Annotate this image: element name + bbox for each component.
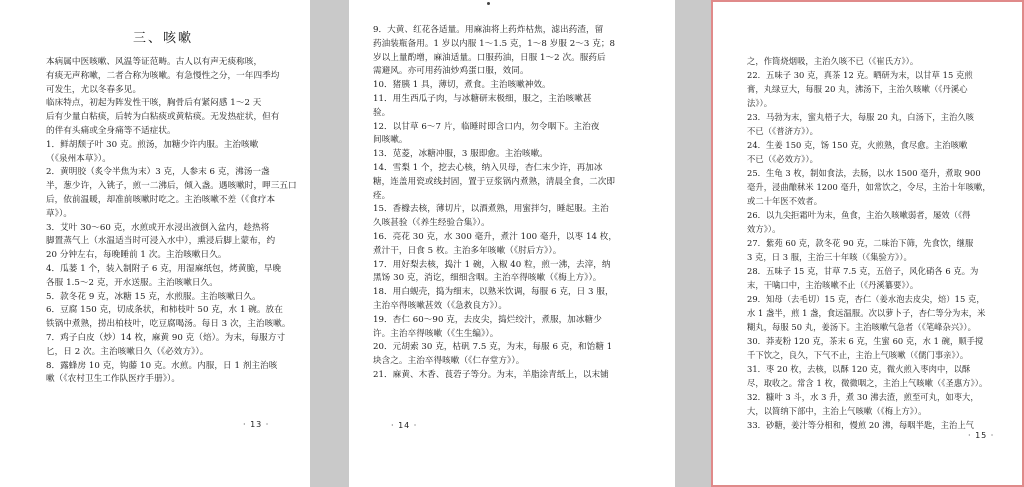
text-line: 脚置蒸气上（水温适当时可浸入水中），熏浸后脚上蒙布，约: [46, 236, 276, 247]
text-line: 法》）。: [747, 98, 773, 108]
text-line: 临床特点，初起为阵发性干咳，胸骨后有紧闷感 1～2 天: [46, 98, 262, 109]
text-line: 糊丸，每服 50 丸，姜汤下。主治咳嗽气急者（《笔峰杂兴》）。: [747, 322, 976, 332]
section-heading: 三、咳嗽: [132, 31, 193, 46]
text-line: 23．马勃为末，蜜丸梧子大，每服 20 丸，白汤下，主治久咳: [747, 112, 975, 122]
text-line: 草》）。: [46, 208, 72, 219]
page-15[interactable]: [711, 0, 1024, 487]
text-line: 29．知母（去毛切）15 克，杏仁（姜水泡去皮尖，焙）15 克，: [747, 294, 985, 304]
text-line: 6．豆腐 150 克，切成条状，和柿枝叶 50 克，水 1 碗。放在: [46, 305, 283, 316]
text-line: 18．用白蚬壳，捣为细末，以熟米饮调，每服 6 克，日 3 服，: [373, 287, 614, 298]
text-line: 膏，丸绿豆大，每服 20 丸，沸汤下，主治久咳嗽（《丹溪心: [747, 84, 968, 94]
text-line: 千下饮之，良久，下气不止，主治上气咳嗽（《儒门事亲》）。: [747, 350, 969, 360]
page-text: [747, 54, 1008, 432]
text-line: 16．亮花 30 克，水 300 毫升，煮汁 100 毫升，以枣 14 枚，: [373, 231, 618, 242]
text-line: 各服 1.5～2 克，开水送服。主治咳嗽日久。: [46, 277, 218, 288]
text-line: 间咳嗽。: [373, 135, 408, 146]
text-line: 4．瓜蒌 1 个，装入制附子 6 克，用湿麻纸包，烤黄脆，早晚: [46, 263, 282, 274]
text-line: 大，以简纳下部中，主治上气咳嗽（《梅上方》）。: [747, 406, 927, 416]
page-number: · 13 ·: [243, 420, 270, 429]
page-content: [713, 2, 1022, 485]
text-line: 26．以九尖拒霜叶为末，鱼食，主治久咳嗽弱者，屡效（《得: [747, 210, 971, 220]
page-gap: [310, 0, 349, 487]
text-line: 需避风。亦可用药油炒鸡蛋口服，效同。: [373, 66, 529, 77]
text-line: 本病属中医咳嗽、风温等证范畴。古人以有声无痰称咳，: [46, 57, 263, 67]
text-line: 不已（《普济方》）。: [747, 126, 819, 136]
text-line: 可发生，尤以冬春多见。: [46, 84, 142, 95]
text-line: 20 分钟左右，每晚睡前 1 次。主治咳嗽日久。: [46, 250, 227, 261]
text-line: 毫升，浸曲酿秫米 1200 毫升，如常饮之，令尽，主治十年咳嗽，: [747, 182, 991, 192]
text-line: 糖，连盖用瓷或线封固，置于豆浆锅内煮熟，清晨全食，二次即: [373, 176, 616, 187]
text-line: 1．鲜胡颓子叶 30 克。煎汤，加糖少许内服。主治咳嗽: [46, 139, 259, 150]
page-content: [0, 0, 310, 487]
text-line: 主治卒得咳嗽甚效（《急救良方》）。: [373, 300, 508, 311]
text-line: 21．麻黄、木香、莨菪子等分。为末，羊脂涂青纸上，以末铺: [373, 369, 609, 380]
text-line: 的伴有头痛或全身痛等不适症状。: [46, 125, 176, 136]
page-text: [373, 24, 651, 383]
text-line: 尽，取收之。常含 1 枚，微微咽之，主治上气咳嗽（《圣惠方》）。: [747, 378, 988, 388]
page-gap: [675, 0, 711, 487]
text-line: 岁以上量酌增，麻油适量。口服药油，日服 1～2 次。服药后: [373, 52, 606, 63]
text-line: 11．用生西瓜子肉，与冰糖研末极细，服之，主治咳嗽甚: [373, 93, 592, 104]
text-line: 22．五味子 30 克，真茶 12 克。晒研为末，以甘草 15 克煎: [747, 70, 973, 80]
text-line: 24．生姜 150 克，饧 150 克，火煎熟，食尽愈。主治咳嗽: [747, 140, 968, 150]
text-line: 33．砂糖，姜汁等分相和，慢煎 20 沸，每咽半匙，主治上气: [747, 420, 975, 430]
page-text: [46, 56, 300, 387]
text-line: 28．五味子 15 克，甘草 7.5 克，五倍子，风化硝各 6 克。为: [747, 266, 979, 276]
text-line: 验。: [373, 107, 391, 118]
text-line: 有痰无声称嗽，二者合称为咳嗽。有急慢性之分，一年四季均: [46, 70, 280, 81]
text-line: 32．糠叶 3 斗，水 3 升，煮 30 沸去渣，煎至可丸，如枣大，: [747, 392, 979, 402]
text-line: 嗽（《农村卫生工作队医疗手册》）。: [46, 374, 181, 385]
text-line: 药油装瓶备用。1 岁以内服 1～1.5 克，1～8 岁服 2～3 克；8: [373, 38, 616, 49]
text-line: 煮汁干，日食 5 枚。主治多年咳嗽（《肘后方》）。: [373, 245, 562, 256]
text-line: 后，依前温暖，却准前咳嗽时吃之。主治咳嗽不差（《食疗本: [46, 194, 276, 205]
text-line: 15．香橼去核，薄切片，以酒煮熟，用蜜拌匀，睡起服。主治: [373, 204, 609, 215]
text-line: 水 1 盏半，煎 1 盏，食远温服。次以萝卜子，杏仁等分为末，米: [747, 308, 986, 318]
text-line: 久咳甚验（《养生经验合集》）。: [373, 218, 490, 229]
text-line: 25．生龟 3 枚，制如食法，去肠，以水 1500 毫升，煮取 900: [747, 168, 981, 178]
text-line: 不已（《必效方》）。: [747, 154, 819, 164]
text-line: 之，作筒烧烟吸，主治久咳不已（《崔氏方》）。: [747, 56, 919, 66]
text-line: 末，干噙口中，主治咳嗽不止（《丹溪纂要》）。: [747, 280, 919, 290]
text-line: 19．杏仁 60～90 克，去皮尖，捣烂绞汁，煮服，加冰糖少: [373, 314, 602, 325]
text-line: 20．元胡索 30 克，枯矾 7.5 克，为末，每服 6 克，和饴糖 1: [373, 342, 613, 353]
text-line: 3．艾叶 30～60 克，水煎或开水浸出液倒入盆内，趁热将: [46, 222, 270, 233]
text-line: 7．鸡子白皮（炒）14 枚，麻黄 90 克（焙）。为末，每服方寸: [46, 332, 286, 343]
text-line: 8．露蜂房 10 克，钩藤 10 克。水煎。内服，日 1 剂主治咳: [46, 360, 278, 371]
text-line: 痊。: [373, 190, 391, 201]
page-14[interactable]: [349, 0, 675, 487]
text-line: 匕，日 2 次。主治咳嗽日久（《必效方》）。: [46, 346, 209, 357]
page-number: · 15 ·: [968, 431, 995, 440]
text-line: 9．大黄、红花各适量。用麻油将上药炸枯焦，滤出药渣，留: [373, 25, 604, 35]
text-line: 铁锅中煮熟，捞出柏枝叶，吃豆腐喝汤。每日 3 次，主治咳嗽。: [46, 319, 291, 330]
text-line: （《泉州本草》）。: [46, 153, 111, 164]
text-line: 30．莽麦粉 120 克，茶末 6 克，生蜜 60 克，水 1 碗，顺手搅: [747, 336, 984, 346]
text-line: 效方》）。: [747, 224, 781, 234]
page-number: · 14 ·: [391, 421, 418, 430]
text-line: 5．款冬花 9 克，冰糖 15 克，水煎服。主治咳嗽日久。: [46, 291, 261, 302]
text-line: 2．黄明胶（炙令半焦为末）3 克，人参末 6 克，沸汤一盏: [46, 167, 270, 178]
text-line: 27．紫苑 60 克，款冬花 90 克，二味治下筛，先食饮，继服: [747, 238, 974, 248]
text-line: 3 克，日 3 服，主治三十年咳（《集验方》）。: [747, 252, 912, 262]
text-line: 12．以甘草 6～7 片，临睡时即含口内，勿令咽下。主治夜: [373, 121, 600, 132]
text-line: 或二十年医不效者。: [747, 196, 823, 206]
text-line: 许。主治卒得咳嗽（《生生编》）。: [373, 328, 499, 339]
text-line: 14．雪梨 1 个，挖去心核，纳入贝母，杏仁末少许，再加冰: [373, 162, 603, 173]
text-line: 黑饧 30 克，消讫，细细含咽。主治卒得咳嗽（《梅上方》）。: [373, 273, 602, 284]
page-13[interactable]: [0, 0, 310, 487]
text-line: 10．猪胰 1 具，薄切，煮食。主治咳嗽神效。: [373, 80, 551, 91]
text-line: 半，葱少许，入铫子，煎一二沸后，倾入盏。遇咳嗽时，呷三五口: [46, 181, 297, 192]
text-line: 17．用好梨去核，捣汁 1 碗，入椒 40 粒，煎一沸，去滓，纳: [373, 259, 611, 270]
text-line: 块含之。主治卒得咳嗽（《仁存堂方》）。: [373, 356, 525, 367]
text-line: 13．苋菱，冰糖冲服，3 服即愈。主治咳嗽。: [373, 149, 548, 160]
text-line: 后有少量白粘痰，后转为白粘痰或黄粘痰。无发热症状，但有: [46, 112, 280, 123]
text-line: 31．枣 20 枚，去核，以酥 120 克，微火煎入枣肉中，以酥: [747, 364, 971, 374]
page-content: [349, 0, 675, 487]
